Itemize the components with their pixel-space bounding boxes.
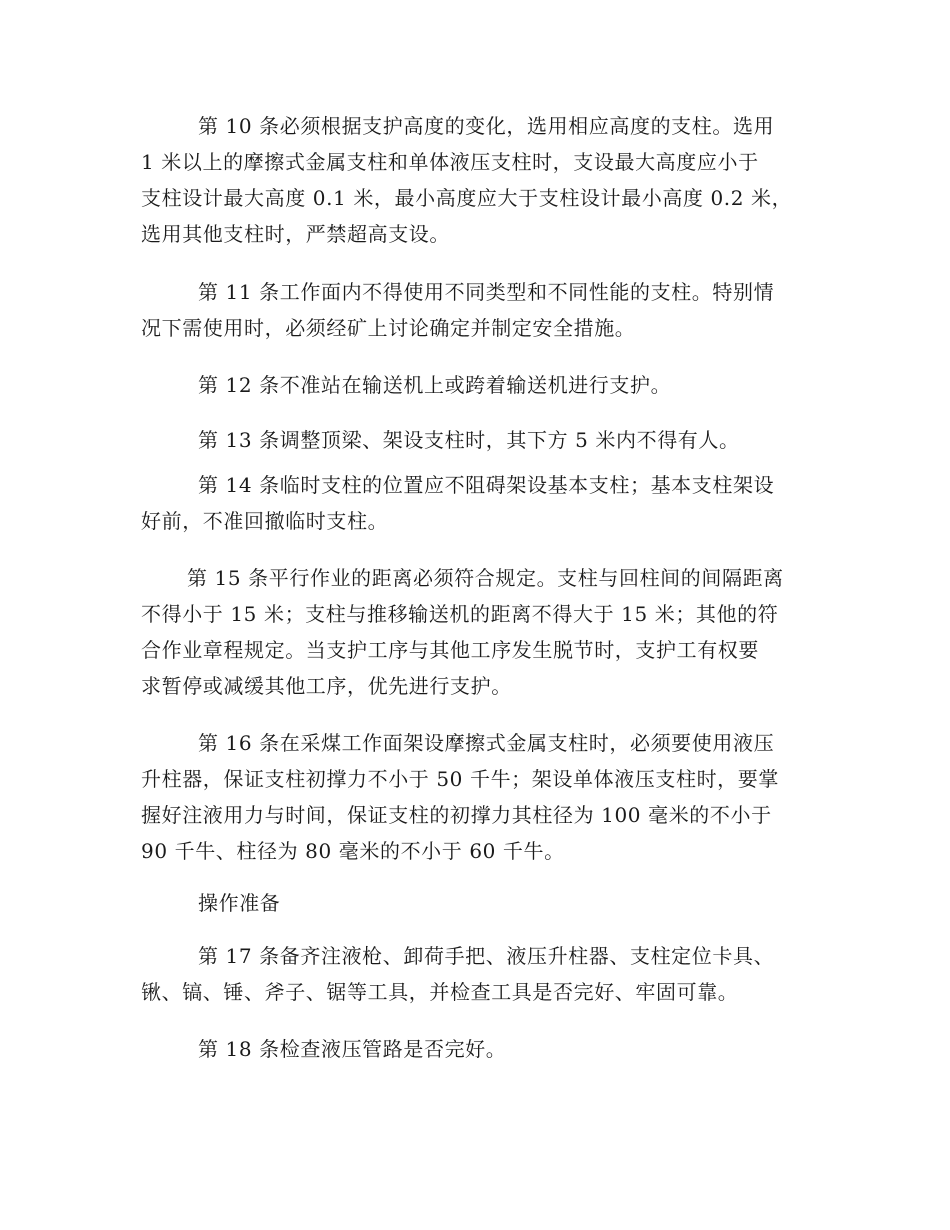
article-11-paragraph [141,274,811,346]
text-line: 握好注液用力与时间，保证支柱的初撑力其柱径为 100 毫米的不小于 [141,803,772,827]
text-line: 选用其他支柱时，严禁超高支设。 [141,222,450,246]
article-13-paragraph [141,422,811,458]
text-line: 第 17 条备齐注液枪、卸荷手把、液压升柱器、支柱定位卡具、 [198,944,775,968]
article-17-paragraph [141,938,811,1010]
text-line: 1 米以上的摩擦式金属支柱和单体液压支柱时，支设最大高度应小于 [141,150,759,174]
text-line: 第 10 条必须根据支护高度的变化，选用相应高度的支柱。选用 [198,114,775,138]
text-line: 操作准备 [198,891,281,915]
text-line: 第 12 条不准站在输送机上或跨着输送机进行支护。 [198,373,672,397]
text-line: 第 16 条在采煤工作面架设摩擦式金属支柱时，必须要使用液压 [198,731,775,755]
article-10-paragraph [141,108,811,252]
text-line: 第 13 条调整顶梁、架设支柱时，其下方 5 米内不得有人。 [198,428,740,452]
text-line: 第 15 条平行作业的距离必须符合规定。支柱与回柱间的间隔距离 [187,566,784,590]
text-line: 好前，不准回撤临时支柱。 [141,509,389,533]
text-line: 不得小于 15 米；支柱与推移输送机的距离不得大于 15 米；其他的符 [141,602,779,626]
article-15-paragraph [141,560,811,704]
text-line: 90 千牛、柱径为 80 毫米的不小于 60 千牛。 [141,839,565,863]
article-14-paragraph [141,467,811,539]
text-line: 求暂停或减缓其他工序，优先进行支护。 [141,674,512,698]
text-line: 第 14 条临时支柱的位置应不阻碍架设基本支柱；基本支柱架设 [198,473,775,497]
section-heading [141,885,811,921]
article-12-paragraph [141,367,811,403]
text-line: 第 18 条检查液压管路是否完好。 [198,1037,507,1061]
text-line: 第 11 条工作面内不得使用不同类型和不同性能的支柱。特别情 [198,280,775,304]
text-line: 况下需使用时，必须经矿上讨论确定并制定安全措施。 [141,316,636,340]
text-line: 锹、镐、锤、斧子、锯等工具，并检查工具是否完好、牢固可靠。 [141,980,739,1004]
text-line: 升柱器，保证支柱初撑力不小于 50 千牛；架设单体液压支柱时，要掌 [141,767,779,791]
text-line: 合作业章程规定。当支护工序与其他工序发生脱节时，支护工有权要 [141,638,759,662]
article-18-paragraph [141,1031,811,1067]
text-line: 支柱设计最大高度 0.1 米，最小高度应大于支柱设计最小高度 0.2 米， [141,186,793,210]
article-16-paragraph [141,725,811,869]
